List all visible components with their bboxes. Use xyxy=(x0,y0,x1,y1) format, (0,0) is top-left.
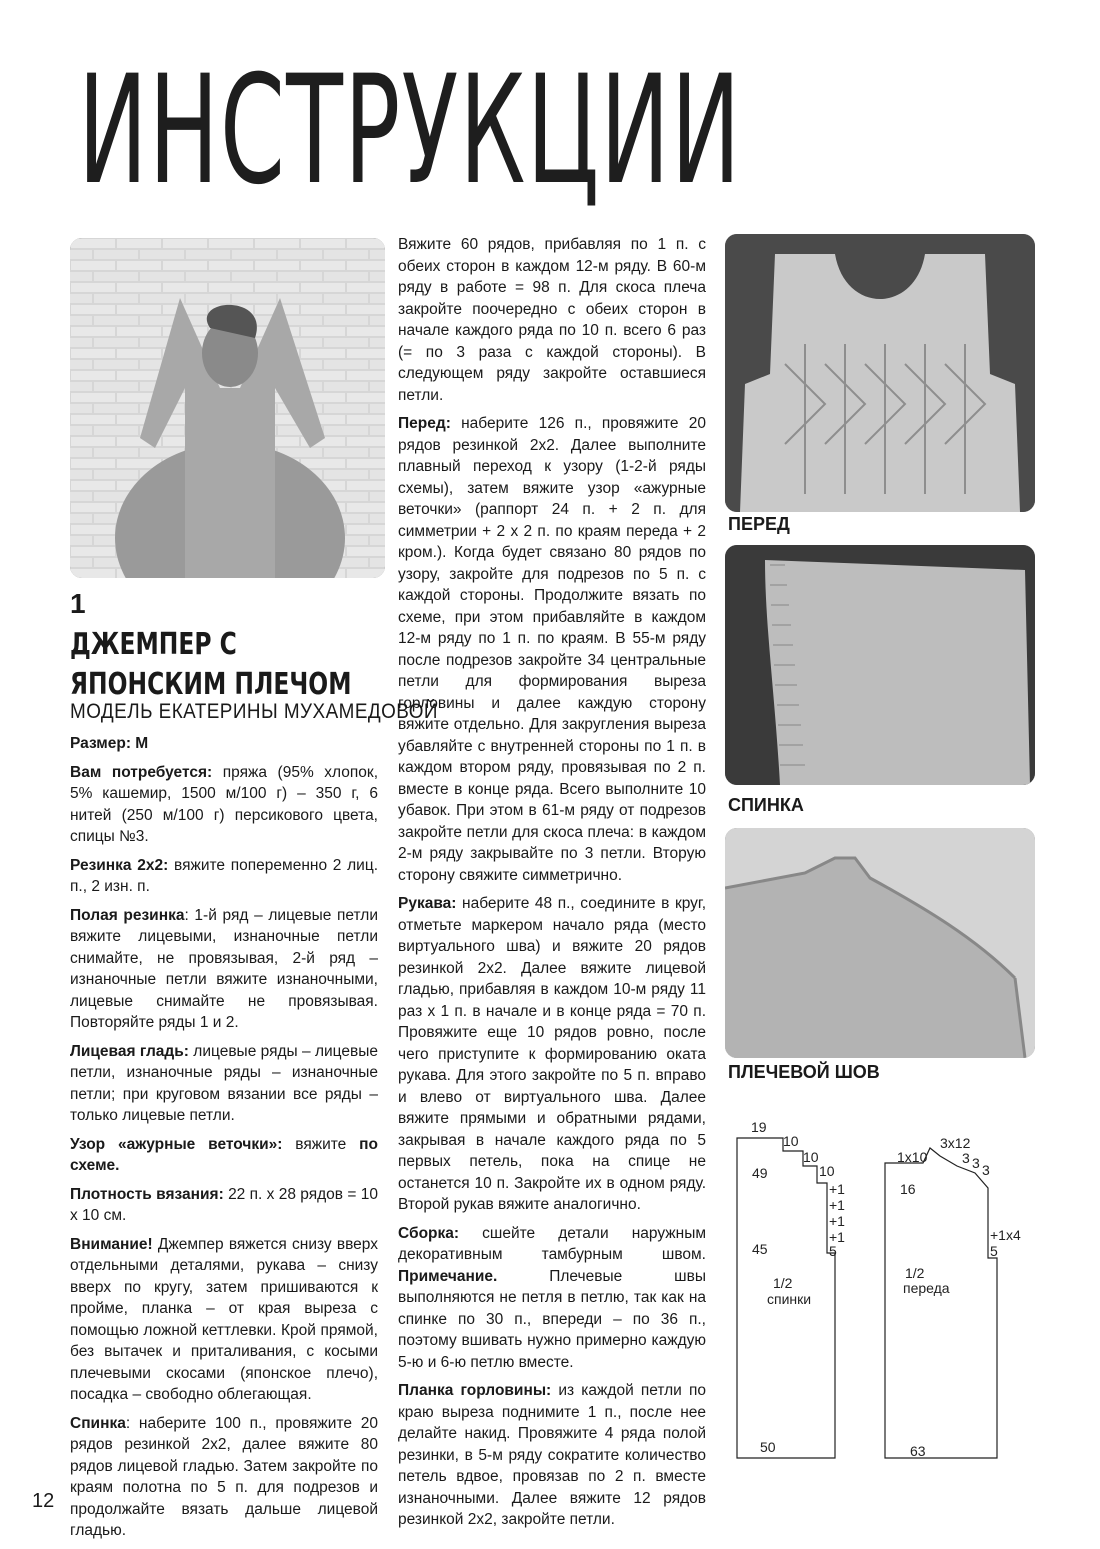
back-piece: Спинка: наберите 100 п., провяжите 20 рядов резинкой 2х2, далее вяжите 80 рядов лицевой гладью. Затем закройте по краям полотна по 5 п. для подрезов и продолжайте вязать дальше лицевой гладью. xyxy=(70,1414,378,1539)
back-continued: Вяжите 60 рядов, прибавляя по 1 п. с обеих сторон в каждом 12-м ряду. В 60-м ряду в работе = 98 п. Для скоса плеча закройте поочередно с обеих сторон в начале каждого ряда по 10 п. всего 6 раз (= по 3 раза с каждой стороны). В следующем ряду закройте оставшиеся петли. xyxy=(398,236,706,404)
back-name-label: спинки xyxy=(767,1291,812,1307)
model-photo xyxy=(70,238,385,578)
back-inc-2: +1 xyxy=(829,1197,845,1213)
caption-front: ПЕРЕД xyxy=(728,514,790,534)
size-line: Размер: М xyxy=(70,735,149,752)
back-photo xyxy=(725,545,1035,785)
back-bottom-width: 50 xyxy=(760,1439,776,1455)
page-title: ИНСТРУКЦИИ xyxy=(78,44,742,218)
materials: Вам потребуется: пряжа (95% хлопок, 5% кашемир, 1500 м/100 г) – 350 г, 6 нитей (250 м/100 г) персикового цвета, спицы №3. xyxy=(70,763,378,845)
stockinette: Лицевая гладь: лицевые ряды – лицевые петли, изнаночные ряды – изнаночные петли; при круговом вязании все ряды – только лицевые петли. xyxy=(70,1042,378,1124)
caption-shoulder-seam: ПЛЕЧЕВОЙ ШОВ xyxy=(728,1062,880,1082)
gauge: Плотность вязания: 22 п. х 28 рядов = 10 х 10 см. xyxy=(70,1185,378,1224)
front-half-label: 1/2 xyxy=(905,1265,925,1281)
pattern-schematic xyxy=(725,1118,1055,1468)
front-inc: +1х4 xyxy=(990,1227,1021,1243)
front-shoulder-step-2: 3 xyxy=(972,1155,980,1171)
back-step-1: 10 xyxy=(783,1133,799,1149)
front-notch: 5 xyxy=(990,1243,998,1259)
rib-stitch: Резинка 2х2: вяжите попеременно 2 лиц. п., 2 изн. п. xyxy=(70,856,379,895)
project-title: ДЖЕМПЕР С ЯПОНСКИМ ПЛЕЧОМ xyxy=(70,627,352,702)
front-name-label: переда xyxy=(903,1280,950,1296)
back-top-width: 19 xyxy=(751,1119,767,1135)
attention-note: Внимание! Джемпер вяжется снизу вверх отдельными деталями, рукава – снизу вверх по кругу, затем пришиваются к пройме, планка – от края выреза с помощью ложной кеттлевки. Крой прямой, без вытачек и приталивания, с косыми плечевыми скосами (японское плечо), посадка – свободно облегающая. xyxy=(70,1235,378,1403)
assembly: Сборка: сшейте детали наружным декоративным тамбурным швом. Примечание. Плечевые швы выполняются не петля в петлю, так как на спинке по 30 п., впереди – по 36 п., поэтому вшивать нужно примерно каждую 5-ю и 6-ю петлю вместе. xyxy=(398,1224,706,1371)
back-upper-height: 49 xyxy=(752,1165,768,1181)
back-lower-height: 45 xyxy=(752,1241,768,1257)
sleeves: Рукава: наберите 48 п., соедините в круг, отметьте маркером начало ряда (место виртуального шва) и вяжите 20 рядов резинкой 2х2. Далее вяжите лицевой гладью, прибавляя в каждом 10-м ряду 11 раз х 1 п. в начале и в конце ряда = 70 п. Провяжите еще 10 рядов ровно, после чего приступите к формированию оката рукава. Для этого закройте по 5 п. вправо и влево от виртуального шва. Далее вяжите прямыми и обратными рядами, закрывая в начале каждого ряда по 5 первых петель, пока на спице не останется 10 п. Закройте их в одном ряду. Второй рукав вяжите аналогично. xyxy=(398,895,706,1213)
shoulder-seam-photo xyxy=(725,828,1035,1058)
front-shoulder-step-3: 3 xyxy=(982,1162,990,1178)
instructions-column-1 xyxy=(70,733,378,1549)
project-author: МОДЕЛЬ ЕКАТЕРИНЫ МУХАМЕДОВОЙ xyxy=(70,700,438,723)
back-step-2: 10 xyxy=(803,1149,819,1165)
hollow-rib: Полая резинка: 1-й ряд – лицевые петли вяжите лицевыми, изнаночные петли снимайте, не провязывая, 2-й ряд – изнаночные петли вяжите изнаночными, лицевые снимайте не провязывая. Повторяйте ряды 1 и 2. xyxy=(70,906,379,1031)
page-number: 12 xyxy=(32,1490,55,1512)
lace-pattern: Узор «ажурные веточки»: вяжите по схеме. xyxy=(70,1135,378,1174)
back-step-3: 10 xyxy=(819,1163,835,1179)
back-notch: 5 xyxy=(829,1243,837,1259)
neck-placket: Планка горловины: из каждой петли по краю выреза поднимите 1 п., после нее делайте накид. Провяжите 4 ряда полой резинки, в 5-м ряду сократите количество петель вдвое, провязав по 2 п. вместе изнаночными. Далее вяжите 12 рядов резинкой 2х2, закройте петли. xyxy=(398,1382,707,1528)
front-photo xyxy=(725,234,1035,512)
front-bottom-width: 63 xyxy=(910,1443,926,1459)
project-number: 1 xyxy=(70,588,86,619)
back-inc-1: +1 xyxy=(829,1181,845,1197)
front-piece: Перед: наберите 126 п., провяжите 20 рядов резинкой 2х2. Далее выполните плавный переход к узору (1-2-й ряды схемы), затем вяжите узор «ажурные веточки» (раппорт 24 п. + 2 п. для симметрии + 2 х 2 п. по краям переда + 2 кром.). Когда будет связано 80 рядов по узору, закройте для подрезов по 5 п. с каждой стороны. Продолжите вязать по схеме, при этом прибавляйте в каждом 12-м ряду по 1 п. по краям. В 55-м ряду после подрезов закройте 34 центральные петли для формирования выреза горловины и далее каждую сторону вяжите отдельно. Для закругления выреза убавляйте с внутренней стороны по 1 п. в каждом втором ряду, провязывая по 2 п. вместе в конце ряда. Всего выполните 10 убавок. При этом в 61-м ряду от подрезов закройте петли для скоса плеча: в каждом 2-м ряду закрывайте по 3 петли. Вторую сторону свяжите симметрично. xyxy=(398,415,706,884)
instructions-column-2 xyxy=(398,234,706,1538)
front-shoulder-step-1: 3 xyxy=(962,1150,970,1166)
front-neck-dec: 1х10 xyxy=(897,1149,928,1165)
caption-back: СПИНКА xyxy=(728,795,804,815)
front-upper-height: 16 xyxy=(900,1181,916,1197)
back-half-label: 1/2 xyxy=(773,1275,793,1291)
back-inc-3: +1 xyxy=(829,1213,845,1229)
front-shoulder-dec: 3х12 xyxy=(940,1135,971,1151)
back-inc-4: +1 xyxy=(829,1229,845,1245)
